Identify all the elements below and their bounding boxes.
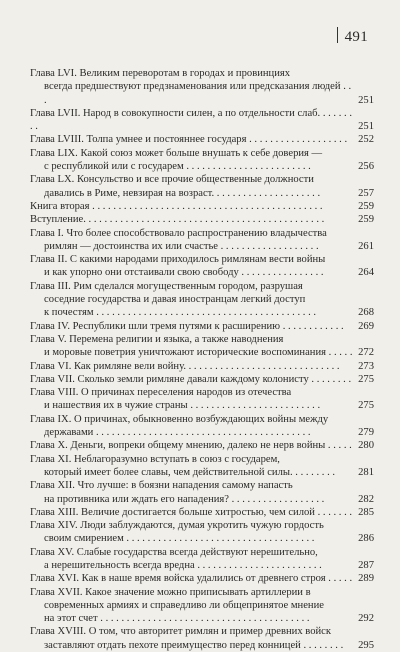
toc-entry-title [30,107,355,134]
toc-entry [30,506,374,519]
toc-entry-page: 264 [358,267,374,279]
toc-entry-title [30,453,355,480]
toc-entry-page: 275 [358,400,374,412]
toc-entry-line: своим смирением . . . . . . . . . . . . . . . . . . . . . . . . . . . . . . . . . . . . [44,533,315,545]
toc-entry-line: Глава LVII. Народ в совокупности силен, а по отдельности слаб. . . . . . . . . [30,107,352,133]
toc-entry [30,519,374,546]
toc-entry-line: а нерешительность всегда вредна . . . . . . . . . . . . . . . . . . . . . . . . [44,559,322,571]
toc-entry-line: державами . . . . . . . . . . . . . . . . . . . . . . . . . . . . . . . . . . . . . . . . . [44,427,311,439]
toc-entry-page: 272 [358,347,374,359]
toc-entry-page: 251 [358,121,374,133]
toc-entry-line: Глава XI. Неблагоразумно вступать в союз с государем, [30,453,280,465]
toc-entry-line: Глава LX. Консульство и все прочие общественные должности [30,174,314,186]
toc-entry [30,625,374,652]
toc-entry-title [30,479,355,506]
toc-entry-line: с республикой или с государем . . . . . . . . . . . . . . . . . . . . . . . . [44,161,311,173]
page-number-text: 491 [344,29,368,45]
toc-entry-title [30,213,355,226]
toc-entry-title [30,360,355,373]
toc-entry [30,173,374,200]
toc-entry-page: 256 [358,161,374,173]
table-of-contents [30,67,374,652]
toc-entry-title [30,572,355,585]
toc-entry [30,479,374,506]
toc-entry-line: который имеет более славы, чем действительной силы. . . . . . . . . [44,466,336,478]
toc-entry-title [30,227,355,254]
toc-entry-page: 285 [358,506,374,518]
toc-entry-page: 259 [358,214,374,226]
toc-entry-title [30,147,355,174]
toc-entry-page: 252 [358,134,374,146]
toc-entry-line: Глава LVI. Великим переворотам в городах и провинциях [30,68,291,79]
toc-entry-line: всегда предшествуют предзнаменования или предсказания людей . . . [44,81,352,106]
toc-entry-title [30,546,355,573]
toc-entry [30,360,374,373]
toc-entry-line: Глава LIX. Какой союз может больше внушать к себе доверия — [30,147,323,159]
toc-entry-title [30,625,355,652]
toc-entry [30,280,374,320]
toc-entry-page: 257 [358,187,374,199]
toc-entry-title [30,519,355,546]
toc-entry [30,373,374,386]
toc-entry-page: 268 [358,307,374,319]
toc-entry-title [30,173,355,200]
toc-entry-line: Глава XVI. Как в наше время войска удалились от древнего строя . . . . . [30,573,353,585]
toc-entry-page: 295 [358,639,374,651]
toc-entry-page: 269 [358,320,374,332]
toc-entry-title [30,67,355,107]
toc-entry [30,546,374,573]
toc-entry-line: на противника или ждать его нападения? . . . . . . . . . . . . . . . . . . [44,493,325,505]
toc-entry-line: Глава XVII. Какое значение можно приписывать артиллерии в [30,586,311,598]
toc-entry-line: Глава XII. Что лучше: в боязни нападения самому напасть [30,480,293,492]
toc-entry-title [30,506,355,519]
toc-entry [30,413,374,440]
toc-entry-line: и нашествия их в чужие страны . . . . . . . . . . . . . . . . . . . . . . . . . [44,400,321,412]
toc-entry-title [30,280,355,320]
toc-entry-page: 251 [358,94,374,106]
toc-entry-page: 281 [358,466,374,478]
page-number [337,27,368,46]
toc-entry-line: Глава XIV. Люди заблуждаются, думая укротить чужую гордость [30,520,324,532]
toc-entry-line: Вступление. . . . . . . . . . . . . . . . . . . . . . . . . . . . . . . . . . . . . . . . . . . . . . [30,214,325,226]
toc-entry-page: 286 [358,533,374,545]
toc-entry-line: давались в Риме, невзирая на возраст. . . . . . . . . . . . . . . . . . . . . [44,187,321,199]
toc-entry-line: Глава VI. Как римляне вели войну. . . . . . . . . . . . . . . . . . . . . . . . . . . . . . [30,360,340,372]
toc-entry-title [30,373,355,386]
toc-entry-line: Глава IX. О причинах, обыкновенно возбуждающих войны между [30,413,329,425]
toc-entry-page: 279 [358,427,374,439]
toc-entry [30,453,374,480]
toc-entry-page: 292 [358,613,374,625]
toc-entry-line: и как упорно они отстаивали свою свободу . . . . . . . . . . . . . . . . [44,267,324,279]
toc-entry [30,133,374,146]
toc-entry-line: Глава XIII. Величие достигается больше хитростью, чем силой . . . . . . . [30,506,353,518]
toc-entry-line: Глава XVIII. О том, что авторитет римлян и пример древних войск [30,626,332,638]
toc-entry [30,333,374,360]
toc-entry-title [30,586,355,626]
toc-entry-title [30,439,355,452]
toc-entry-title [30,386,355,413]
toc-entry-title [30,200,355,213]
toc-entry-page: 289 [358,573,374,585]
toc-entry-line: Глава VIII. О причинах переселения народов из отечества [30,387,292,399]
toc-entry-line: Глава X. Деньги, вопреки общему мнению, далеко не нерв войны . . . . . [30,440,352,452]
toc-entry [30,227,374,254]
toc-entry [30,213,374,226]
toc-entry-line: Книга вторая . . . . . . . . . . . . . . . . . . . . . . . . . . . . . . . . . . . . . . . . . . . . [30,200,323,212]
toc-entry [30,107,374,134]
toc-entry-line: Глава I. Что более способствовало распространению владычества [30,227,327,239]
toc-entry-line: Глава VII. Сколько земли римляне давали каждому колонисту . . . . . . . . [30,373,352,385]
toc-entry-page: 259 [358,200,374,212]
toc-entry-title [30,333,355,360]
toc-entry-line: Глава II. С какими народами приходилось римлянам вести войны [30,254,326,266]
toc-entry-line: соседние государства и давая иностранцам легкий доступ [44,294,306,306]
toc-entry [30,320,374,333]
toc-entry [30,200,374,213]
toc-entry-line: современных армиях и справедливо ли общепринятое мнение [44,599,324,611]
toc-entry-line: Глава III. Рим сделался могущественным городом, разрушая [30,280,303,292]
toc-entry [30,253,374,280]
toc-entry [30,67,374,107]
toc-entry-page: 282 [358,493,374,505]
toc-entry-line: и моровые поветрия уничтожают исторические воспоминания . . . . . [44,347,353,359]
toc-entry-page: 275 [358,373,374,385]
toc-entry [30,147,374,174]
toc-entry [30,439,374,452]
toc-entry-line: Глава LVIII. Толпа умнее и постояннее государя . . . . . . . . . . . . . . . . . . . [30,134,348,146]
toc-entry [30,586,374,626]
toc-entry-page: 287 [358,559,374,571]
toc-entry-line: на этот счет . . . . . . . . . . . . . . . . . . . . . . . . . . . . . . . . . . . . . . . . [44,613,310,625]
toc-entry-title [30,413,355,440]
toc-entry [30,386,374,413]
toc-entry-line: Глава XV. Слабые государства всегда действуют нерешительно, [30,546,318,558]
toc-entry-title [30,253,355,280]
toc-entry-title [30,133,355,146]
toc-entry [30,572,374,585]
toc-entry-page: 273 [358,360,374,372]
page-number-divider [337,27,338,43]
toc-entry-line: Глава IV. Республики шли тремя путями к расширению . . . . . . . . . . . . [30,320,344,332]
toc-entry-page: 280 [358,440,374,452]
toc-entry-line: к почестям . . . . . . . . . . . . . . . . . . . . . . . . . . . . . . . . . . . . . . . . . . [44,307,317,319]
toc-entry-title [30,320,355,333]
toc-entry-line: римлян — достоинства их или счастье . . . . . . . . . . . . . . . . . . . [44,240,319,252]
toc-entry-line: Глава V. Перемена религии и языка, а также наводнения [30,333,284,345]
toc-entry-page: 261 [358,240,374,252]
toc-entry-line: заставляют отдать пехоте преимущество перед конницей . . . . . . . . [44,639,344,651]
